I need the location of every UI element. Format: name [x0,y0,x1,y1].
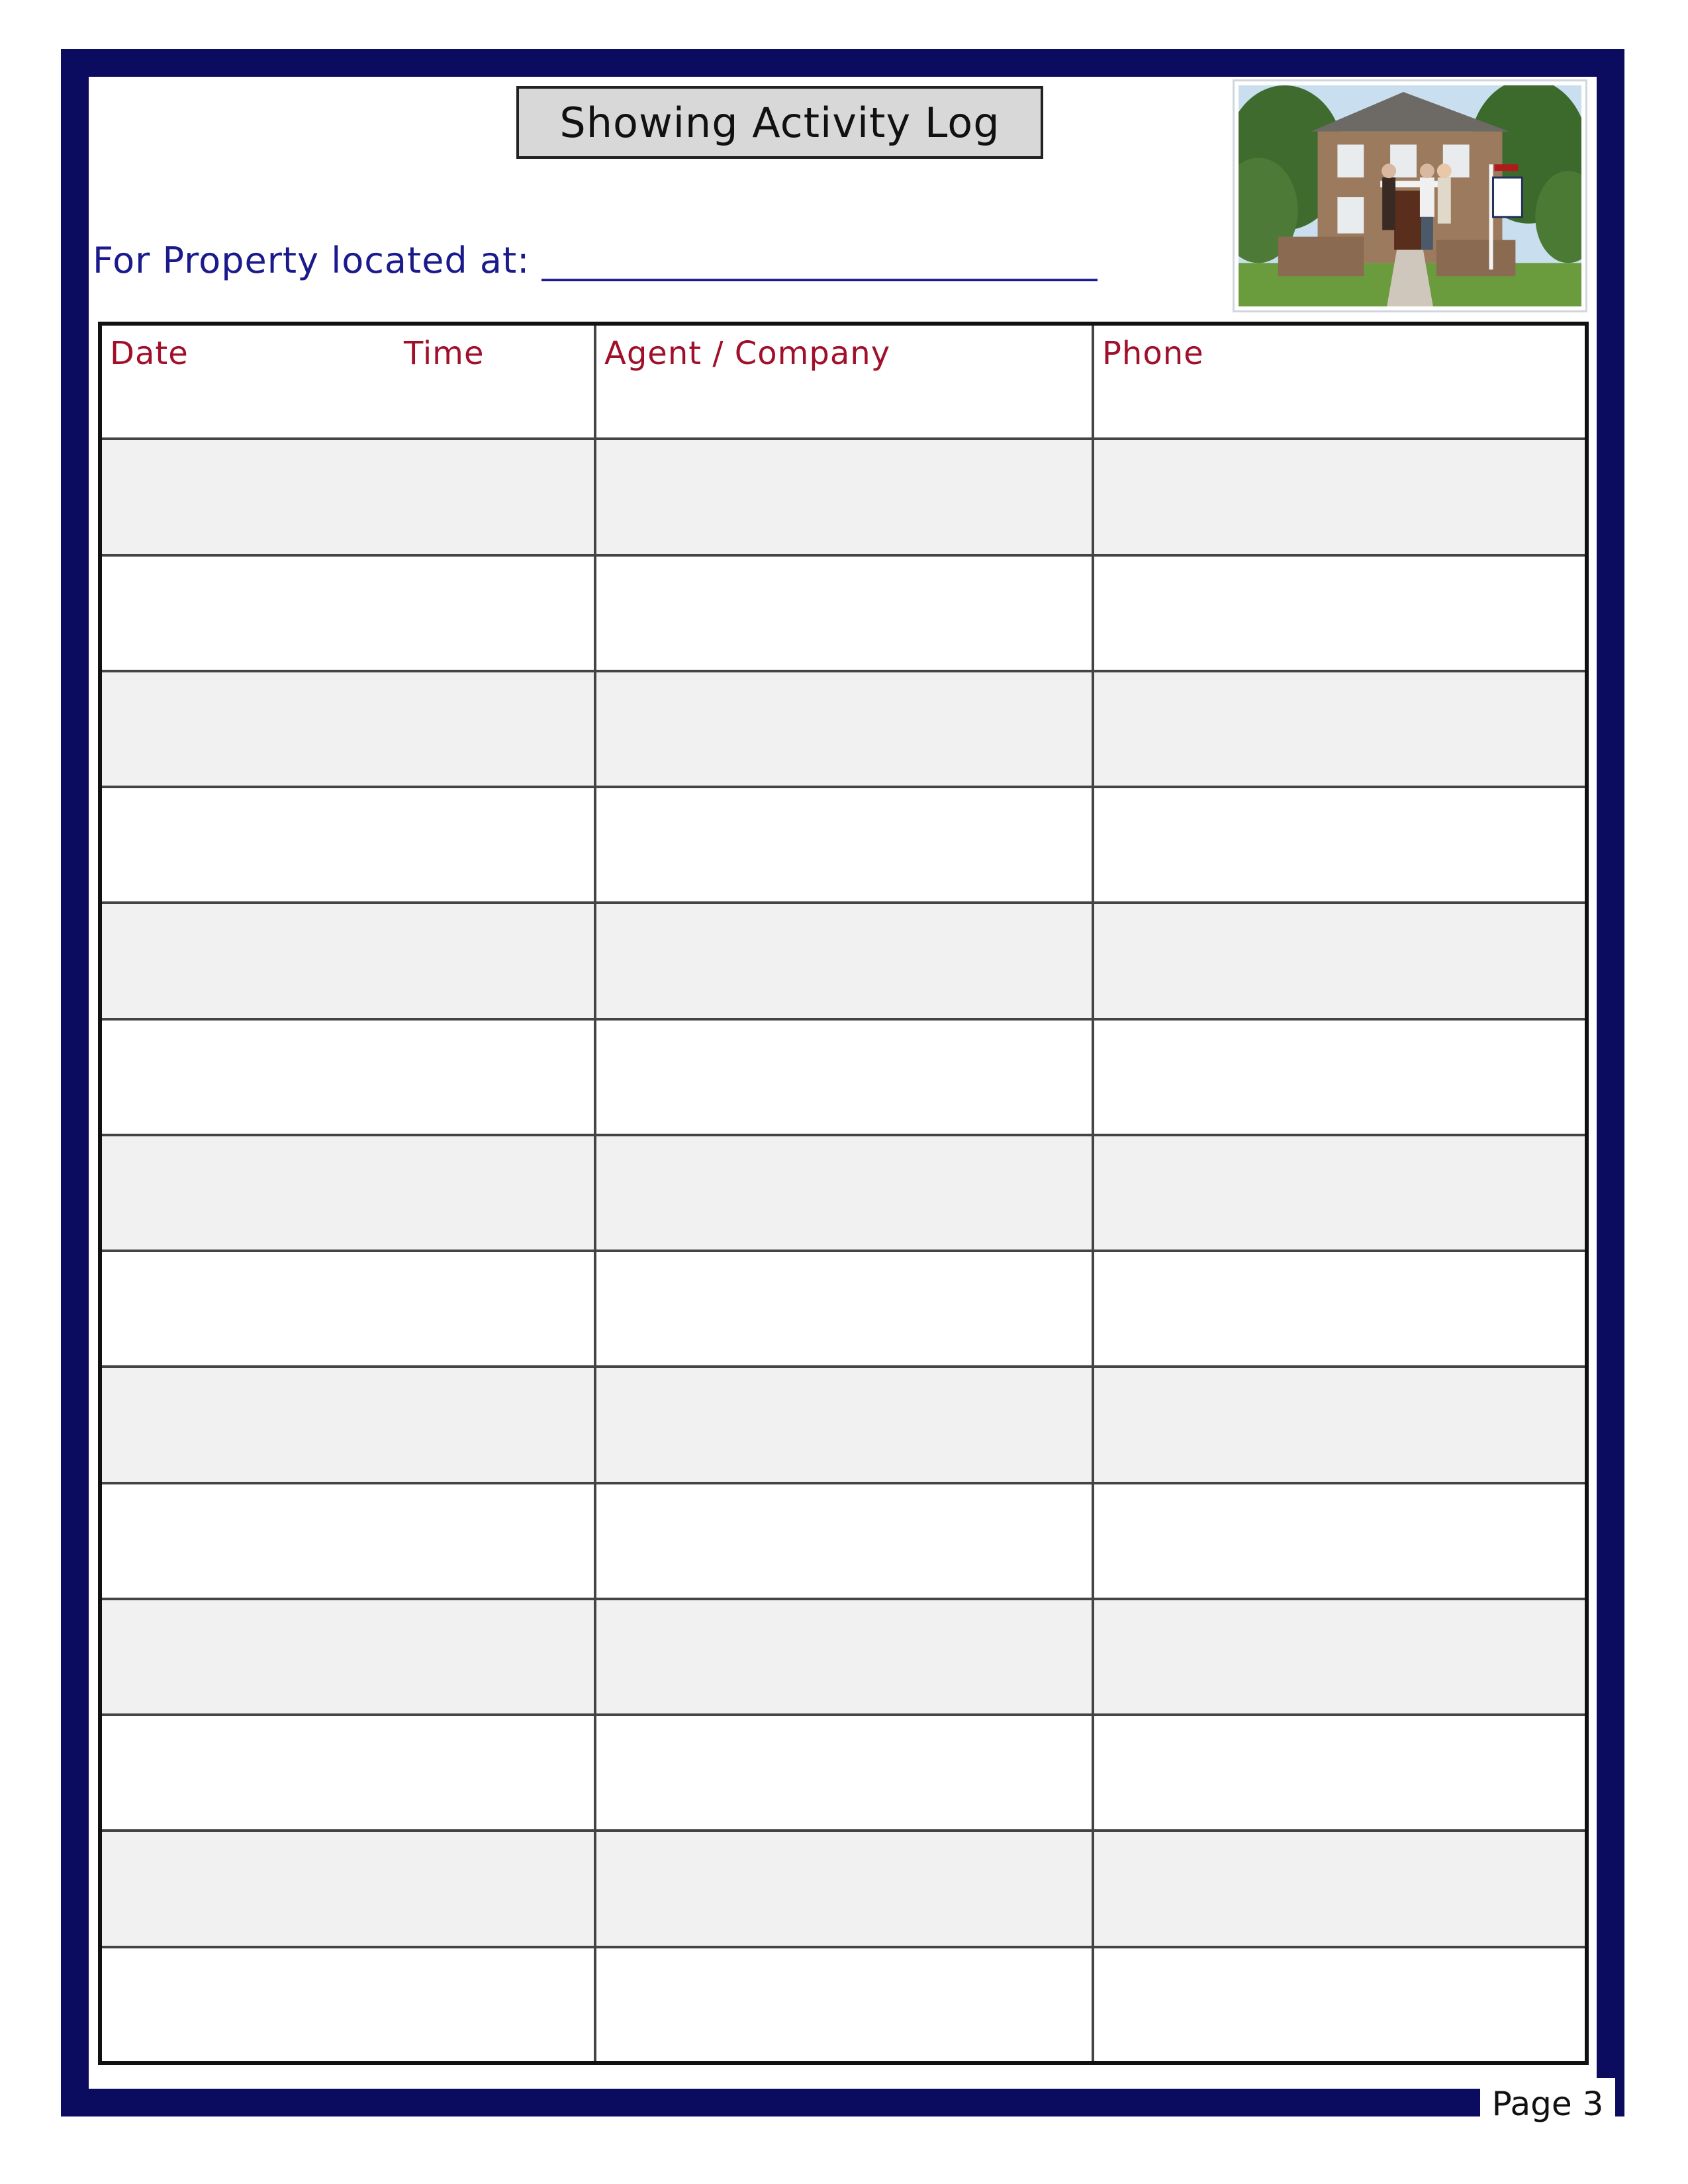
date-time-cell[interactable] [100,1831,595,1946]
date-time-cell[interactable] [100,1483,595,1599]
table-row [100,555,1587,671]
date-time-cell[interactable] [100,1019,595,1135]
table-row [100,1367,1587,1482]
table-row [100,1483,1587,1599]
agent-company-cell[interactable] [595,1367,1093,1482]
agent-company-cell[interactable] [595,1599,1093,1715]
phone-cell[interactable] [1093,1947,1587,2063]
date-time-cell[interactable] [100,671,595,787]
date-time-cell[interactable] [100,555,595,671]
phone-cell[interactable] [1093,1019,1587,1135]
table-body [100,439,1587,2063]
table-row [100,671,1587,787]
agent-company-cell[interactable] [595,555,1093,671]
phone-cell[interactable] [1093,439,1587,555]
table-row [100,439,1587,555]
phone-cell[interactable] [1093,1831,1587,1946]
date-column-header: Date [110,335,189,372]
agent-company-cell[interactable] [595,1947,1093,2063]
agent-company-cell[interactable] [595,671,1093,787]
agent-company-cell[interactable] [595,1715,1093,1831]
date-time-cell[interactable] [100,1599,595,1715]
phone-cell[interactable] [1093,1251,1587,1367]
phone-cell[interactable] [1093,555,1587,671]
date-time-cell[interactable] [100,1947,595,2063]
agent-company-cell[interactable] [595,1135,1093,1251]
phone-cell[interactable] [1093,1715,1587,1831]
table-header-row [100,324,1587,439]
phone-cell[interactable] [1093,787,1587,903]
table-row [100,903,1587,1019]
table-row [100,1947,1587,2063]
date-time-cell[interactable] [100,1251,595,1367]
table-row [100,1135,1587,1251]
phone-cell[interactable] [1093,1367,1587,1482]
date-time-cell[interactable] [100,1367,595,1482]
agent-company-cell[interactable] [595,1251,1093,1367]
property-address-line: For Property located at: ______________________________ [93,240,1098,281]
phone-cell[interactable] [1093,671,1587,787]
phone-cell[interactable] [1093,1599,1587,1715]
table-row [100,787,1587,903]
table-row [100,1715,1587,1831]
time-column-header: Time [404,335,485,372]
agent-company-cell[interactable] [595,439,1093,555]
agent-company-cell[interactable] [595,903,1093,1019]
phone-cell[interactable] [1093,1483,1587,1599]
date-time-cell[interactable] [100,903,595,1019]
page-number: Page 3 [1480,2078,1615,2130]
phone-cell[interactable] [1093,1135,1587,1251]
house-showing-photo [1233,79,1587,312]
date-time-cell[interactable] [100,1715,595,1831]
phone-cell[interactable] [1093,903,1587,1019]
agent-company-cell[interactable] [595,1831,1093,1946]
agent-company-cell[interactable] [595,1019,1093,1135]
date-time-cell[interactable] [100,1135,595,1251]
agent-company-cell[interactable] [595,1483,1093,1599]
agent-company-cell[interactable] [595,787,1093,903]
date-time-header-cell [100,324,595,439]
table-row [100,1599,1587,1715]
document-title: Showing Activity Log [516,86,1043,159]
showing-log-table [98,322,1589,2065]
date-time-cell[interactable] [100,787,595,903]
agent-company-header-cell [595,324,1093,439]
agent-company-column-header: Agent / Company [604,335,891,372]
phone-column-header: Phone [1102,335,1204,372]
date-time-cell[interactable] [100,439,595,555]
phone-header-cell [1093,324,1587,439]
table-row [100,1019,1587,1135]
table-row [100,1251,1587,1367]
table-row [100,1831,1587,1946]
